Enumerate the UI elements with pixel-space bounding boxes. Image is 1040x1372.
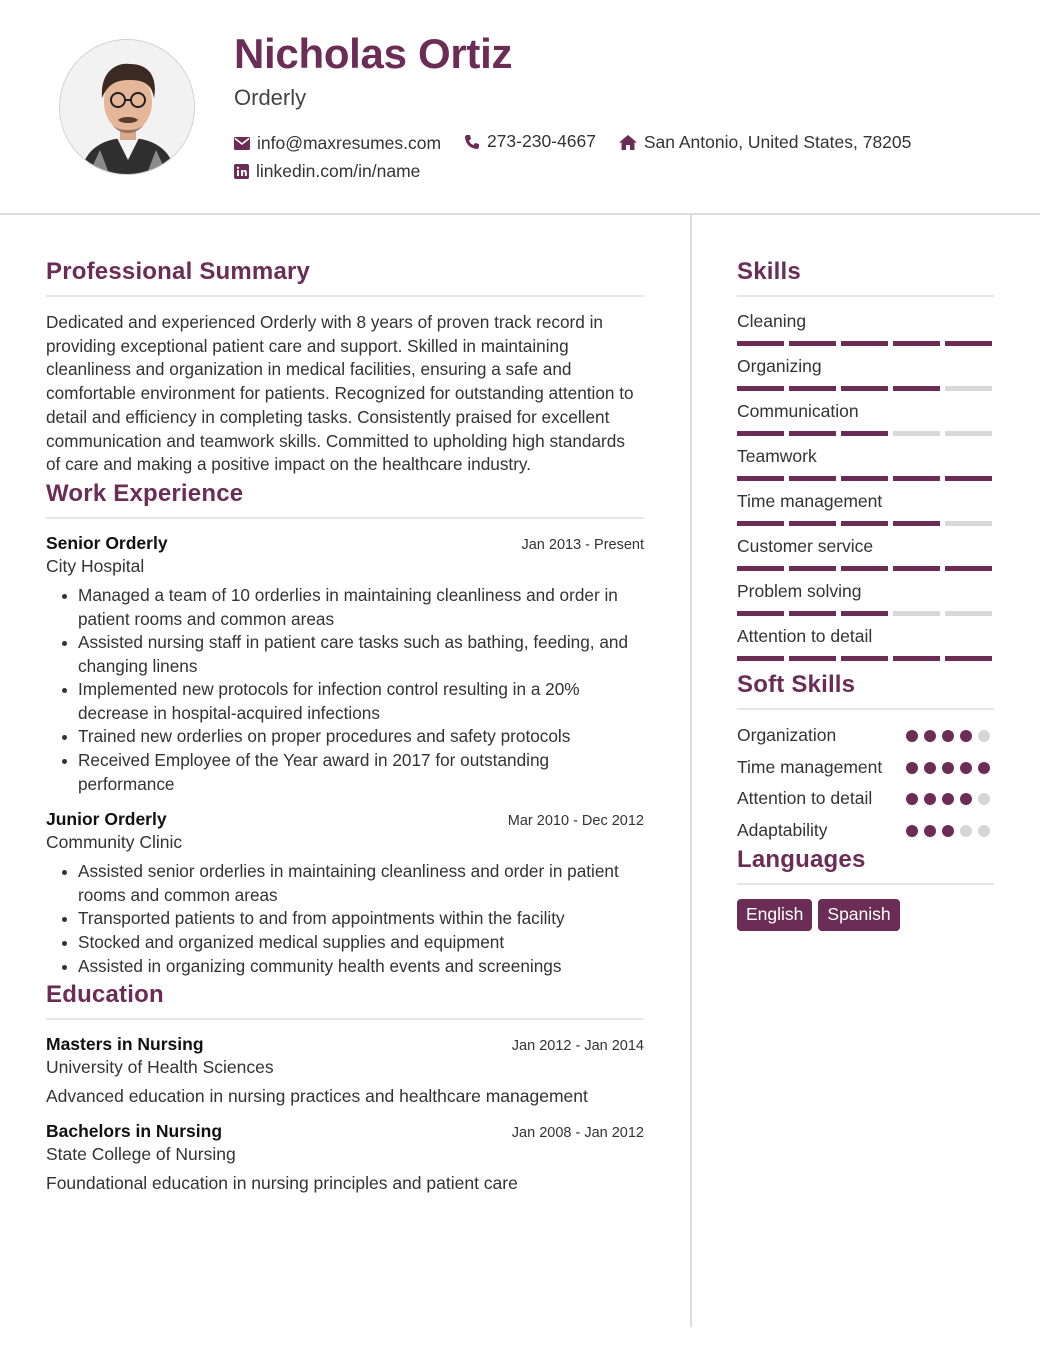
skill-rating-bar — [737, 611, 994, 616]
skill-item — [737, 356, 994, 391]
contact-linkedin[interactable] — [234, 158, 420, 185]
rating-dot — [942, 762, 954, 774]
language-badge: Spanish — [818, 899, 899, 931]
skill-item — [737, 581, 994, 616]
skill-rating-segment — [737, 521, 784, 526]
skill-rating-segment — [841, 611, 888, 616]
skill-rating-bar — [737, 476, 994, 481]
skill-rating-segment — [737, 341, 784, 346]
home-icon — [619, 135, 637, 150]
job-bullets — [60, 584, 644, 796]
skill-rating-bar — [737, 566, 994, 571]
skill-rating-segment — [893, 521, 940, 526]
skill-rating-segment — [737, 566, 784, 571]
skill-item — [737, 311, 994, 346]
skill-rating-segment — [737, 656, 784, 661]
rating-dot — [960, 730, 972, 742]
skill-rating-bar — [737, 341, 994, 346]
soft-skills-heading: Soft Skills — [737, 671, 994, 710]
rating-dot — [978, 762, 990, 774]
skill-rating-segment — [841, 521, 888, 526]
skill-name: Teamwork — [737, 446, 817, 466]
rating-dot — [924, 825, 936, 837]
rating-dot — [906, 762, 918, 774]
job-bullet: Assisted in organizing community health events and screenings — [60, 955, 644, 979]
skill-name: Communication — [737, 401, 859, 421]
candidate-title: Orderly — [234, 85, 307, 110]
job-title: Senior Orderly — [46, 532, 168, 553]
skill-rating-segment — [737, 476, 784, 481]
soft-skill-name: Adaptability — [737, 819, 828, 840]
skill-name: Customer service — [737, 536, 874, 556]
skill-rating-segment — [893, 566, 940, 571]
linkedin-text: linkedin.com/in/name — [256, 160, 421, 181]
skill-item — [737, 446, 994, 481]
rating-dot — [924, 793, 936, 805]
skill-rating-bar — [737, 521, 994, 526]
job-entry — [46, 533, 644, 796]
skill-name: Problem solving — [737, 581, 862, 601]
skill-rating-segment — [945, 341, 992, 346]
skills-heading: Skills — [737, 258, 994, 297]
skill-rating-bar — [737, 656, 994, 661]
soft-skill-item — [737, 787, 994, 811]
location-text: San Antonio, United States, 78205 — [643, 131, 912, 152]
soft-skill-item — [737, 819, 994, 843]
skill-rating-segment — [945, 566, 992, 571]
skill-rating-segment — [789, 386, 836, 391]
avatar-illustration — [60, 40, 195, 175]
rating-dot — [924, 762, 936, 774]
job-employer: Community Clinic — [46, 832, 183, 853]
phone-text: 273-230-4667 — [486, 131, 596, 151]
contact-phone[interactable] — [464, 128, 596, 155]
skill-rating-segment — [945, 521, 992, 526]
skill-rating-segment — [737, 431, 784, 436]
skill-rating-segment — [945, 656, 992, 661]
contact-info — [234, 128, 994, 187]
soft-skill-rating — [906, 787, 994, 811]
skill-name: Organizing — [737, 356, 822, 376]
rating-dot — [978, 825, 990, 837]
job-dates: Mar 2010 - Dec 2012 — [507, 813, 644, 830]
school-name: State College of Nursing — [46, 1144, 236, 1165]
skill-rating-segment — [841, 386, 888, 391]
rating-dot — [960, 762, 972, 774]
school-name: University of Health Sciences — [46, 1057, 274, 1078]
phone-icon — [464, 134, 480, 150]
skill-rating-segment — [737, 611, 784, 616]
job-bullet: Transported patients to and from appointments within the facility — [60, 907, 644, 931]
job-employer: City Hospital — [46, 555, 145, 576]
soft-skill-item — [737, 756, 994, 780]
skills-list — [737, 311, 994, 661]
rating-dot — [978, 730, 990, 742]
skill-rating-segment — [841, 431, 888, 436]
job-bullet: Stocked and organized medical supplies and equipment — [60, 931, 644, 955]
education-description: Foundational education in nursing principles and patient care — [46, 1173, 518, 1194]
summary-heading: Professional Summary — [46, 258, 644, 297]
education-heading: Education — [46, 981, 644, 1020]
main-column — [46, 258, 644, 1194]
rating-dot — [978, 793, 990, 805]
language-badge: English — [737, 899, 812, 931]
languages-heading: Languages — [737, 846, 994, 885]
job-bullets — [60, 860, 644, 978]
skill-name: Attention to detail — [737, 626, 873, 646]
skill-rating-bar — [737, 431, 994, 436]
rating-dot — [924, 730, 936, 742]
skill-rating-segment — [789, 341, 836, 346]
job-bullet: Assisted senior orderlies in maintaining cleanliness and order in patient rooms and common areas — [60, 860, 644, 907]
soft-skill-name: Time management — [737, 756, 883, 777]
soft-skill-rating — [906, 724, 994, 748]
resume-header — [0, 0, 1040, 215]
skill-item — [737, 626, 994, 661]
skill-name: Time management — [737, 491, 883, 511]
languages-list — [737, 899, 994, 931]
education-dates: Jan 2008 - Jan 2012 — [511, 1125, 644, 1142]
degree-title: Masters in Nursing — [46, 1034, 204, 1055]
rating-dot — [906, 793, 918, 805]
email-text: info@maxresumes.com — [257, 132, 442, 153]
job-bullet: Trained new orderlies on proper procedures and safety protocols — [60, 725, 644, 749]
job-bullet: Managed a team of 10 orderlies in maintaining cleanliness and order in patient rooms and common areas — [60, 584, 644, 631]
skill-rating-bar — [737, 386, 994, 391]
column-divider — [690, 215, 692, 1327]
skill-rating-segment — [789, 566, 836, 571]
soft-skill-rating — [906, 756, 994, 780]
soft-skills-list — [737, 724, 994, 842]
rating-dot — [942, 793, 954, 805]
summary-text: Dedicated and experienced Orderly with 8 years of proven track record in providing exceptional patient care and support. Skilled in maintaining cleanliness and organization in medical facilities, ensuring a safe and comfortable environment for patients. Recognized for outstanding attention to detail and efficiency in completing tasks. Consistently praised for excellent communication and teamwork skills. Committed to upholding high standards of care and making a positive impact on the healthcare industry. — [46, 312, 634, 475]
skill-item — [737, 536, 994, 571]
skill-rating-segment — [789, 611, 836, 616]
skill-rating-segment — [841, 341, 888, 346]
skill-rating-segment — [737, 386, 784, 391]
sidebar-column — [737, 258, 994, 931]
skill-rating-segment — [945, 611, 992, 616]
skill-rating-segment — [789, 521, 836, 526]
candidate-name: Nicholas Ortiz — [234, 30, 513, 77]
job-bullet: Implemented new protocols for infection control resulting in a 20% decrease in hospital-acquired infections — [60, 678, 644, 725]
job-title: Junior Orderly — [46, 809, 167, 830]
skill-rating-segment — [893, 476, 940, 481]
job-dates: Jan 2013 - Present — [521, 536, 644, 553]
rating-dot — [960, 793, 972, 805]
skill-rating-segment — [893, 341, 940, 346]
skill-rating-segment — [893, 611, 940, 616]
rating-dot — [942, 730, 954, 742]
skill-name: Cleaning — [737, 311, 807, 331]
skill-rating-segment — [841, 566, 888, 571]
profile-photo — [59, 39, 195, 175]
skill-rating-segment — [893, 656, 940, 661]
contact-email[interactable] — [234, 130, 441, 157]
skill-rating-segment — [789, 476, 836, 481]
skill-rating-segment — [945, 476, 992, 481]
skill-rating-segment — [945, 386, 992, 391]
soft-skill-name: Attention to detail — [737, 788, 873, 808]
contact-location — [619, 129, 912, 156]
skill-rating-segment — [789, 656, 836, 661]
soft-skill-item — [737, 724, 994, 748]
education-entry — [46, 1121, 644, 1194]
education-description: Advanced education in nursing practices and healthcare management — [46, 1086, 588, 1107]
soft-skill-rating — [906, 819, 994, 843]
soft-skill-name: Organization — [737, 725, 837, 745]
job-bullet: Assisted nursing staff in patient care tasks such as bathing, feeding, and changing linens — [60, 631, 644, 678]
skill-rating-segment — [841, 476, 888, 481]
education-dates: Jan 2012 - Jan 2014 — [511, 1038, 644, 1055]
skill-rating-segment — [893, 386, 940, 391]
rating-dot — [906, 730, 918, 742]
rating-dot — [960, 825, 972, 837]
education-entry — [46, 1034, 644, 1107]
degree-title: Bachelors in Nursing — [46, 1121, 223, 1142]
linkedin-icon — [234, 164, 249, 179]
rating-dot — [906, 825, 918, 837]
skill-rating-segment — [893, 431, 940, 436]
skill-item — [737, 491, 994, 526]
skill-rating-segment — [789, 431, 836, 436]
envelope-icon — [234, 137, 250, 150]
job-bullet: Received Employee of the Year award in 2017 for outstanding performance — [60, 749, 644, 796]
skill-item — [737, 401, 994, 436]
rating-dot — [942, 825, 954, 837]
experience-heading: Work Experience — [46, 480, 644, 519]
job-entry — [46, 809, 644, 978]
skill-rating-segment — [945, 431, 992, 436]
skill-rating-segment — [841, 656, 888, 661]
